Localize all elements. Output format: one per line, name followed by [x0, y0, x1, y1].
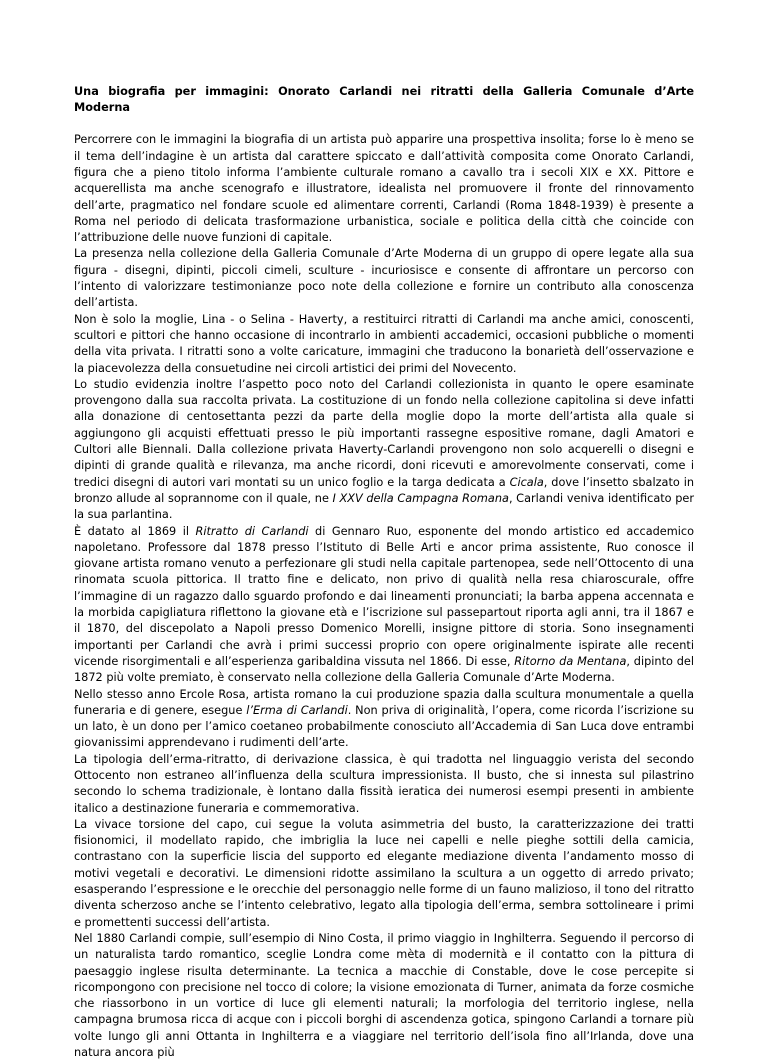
paragraph: [74, 132, 694, 246]
paragraph-text: La presenza nella collezione della Galleria Comunale d’Arte Moderna di un gruppo di opere legate alla sua figura - disegni, dipinti, piccoli cimeli, sculture - incuriosisce e consente di affrontare un percorso con l’intento di valorizzare testimonianze poco note della collezione e fornire un contributo alla conoscenza dell’artista.: [74, 247, 694, 310]
italic-title-text: Ritratto di Carlandi: [195, 524, 309, 538]
paragraph: [74, 246, 694, 311]
italic-title-text: Cicala: [509, 475, 544, 489]
paragraph-text: di Gennaro Ruo, esponente del mondo artistico ed accademico napoletano. Professore dal 1878 presso l’Istituto di Belle Arti e ancor prima assistente, Ruo conosce il giovane artista romano venuto a perfezionare gli studi nella capitale partenopea, sede nell’Ottocento di una rinomata scuola pittorica. Il tratto fine e delicato, non privo di qualità nella resa chiaroscurale, offre l’immagine di un ragazzo dallo sguardo profondo e dai lineamenti pronunciati; la barba appena accennata e la morbida capigliatura riflettono la giovane età e l’iscrizione sul passepartout riporta agli anni, tra il 1867 e il 1870, del discepolato a Napoli presso Domenico Morelli, insigne pittore di storia. Sono insegnamenti importanti per Carlandi che avrà i primi successi proprio con opere originalmente ispirate alle recenti vicende risorgimentali e all’esperienza garibaldina vissuta nel 1866. Di esse,: [74, 524, 695, 668]
paragraph: [74, 312, 694, 377]
paragraph-text: Percorrere con le immagini la biografia di un artista può apparire una prospettiva insolita; forse lo è meno se il tema dell’indagine è un artista dal carattere spiccato e dall’attività composita come Onorato Carlandi, figura che a pieno titolo informa l’ambiente culturale romano a cavallo tra i secoli XIX e XX. Pittore e acquerellista ma anche scenografo e illustratore, idealista nel promuovere il fronte del rinnovamento dell’arte, pragmatico nel fondare scuole ed alimentare correnti, Carlandi (Roma 1848-1939) è presente a Roma nel periodo di delicata trasformazione urbanistica, sociale e politica della città che coincide con l’attribuzione delle nuove funzioni di capitale.: [74, 133, 694, 245]
paragraph-text: Nel 1880 Carlandi compie, sull’esempio di Nino Costa, il primo viaggio in Inghilterra. Seguendo il percorso di un naturalista tardo romantico, sceglie Londra come mèta di modernità e il contatto con la pittura di paesaggio inglese risulta determinante. La tecnica a macchie di Constable, dove le cose percepite si ricompongono con precisione nel tocco di colore; la visione emozionata di Turner, animata da forze cosmiche che riassorbono in un vortice di luce gli elementi naturali; la morfologia del territorio inglese, nella campagna brumosa ricca di acque con i piccoli borghi di ascendenza gotica, spingono Carlandi a tornare più volte lungo gli anni Ottanta in Inghilterra e a viaggiare nel territorio dell’isola fino all’Irlanda, dove una natura ancora più: [74, 931, 694, 1060]
paragraph-text: Nello stesso anno Ercole Rosa, artista romano la cui produzione spazia dalla scultura monumentale a quella funeraria e di genere, esegue: [74, 687, 694, 717]
paragraph: [74, 524, 694, 687]
italic-title-text: I XXV della Campagna Romana: [332, 491, 509, 505]
paragraph-text: Lo studio evidenzia inoltre l’aspetto poco noto del Carlandi collezionista in quanto le opere esaminate provengono dalla sua raccolta privata. La costituzione di un fondo nella collezione capitolina si deve infatti alla donazione di centosettanta pezzi da parte della moglie dopo la morte dell’artista alla quale si aggiungono gli acquisti effettuati presso le più importanti rassegne espositive romane, dagli Amatori e Cultori alle Biennali. Dalla collezione privata Haverty-Carlandi provengono non solo acquerelli o disegni e dipinti di grande qualità e rilevanza, ma anche ricordi, doni ricevuti e amorevolmente conservati, come i tredici disegni di autori vari montati su un unico foglio e la targa dedicata a: [74, 377, 694, 489]
paragraph: [74, 752, 694, 817]
paragraph-text: , dove l’insetto sbalzato in bronzo allude al soprannome con il quale, ne: [74, 475, 694, 505]
paragraph-text: , dipinto del 1872 più volte premiato, è conservato nella collezione della Galleria Comunale d’Arte Moderna.: [74, 654, 694, 685]
paragraph-text: La tipologia dell’erma-ritratto, di derivazione classica, è qui tradotta nel linguaggio verista del secondo Ottocento non estraneo all’influenza della scultura impressionista. Il busto, che si innesta sul pilastrino secondo lo schema tradizionale, è lontano dalla fissità ieratica dei numerosi esempi presenti in ambiente italico a destinazione funeraria e commemorativa.: [74, 752, 694, 815]
paragraph-text: La vivace torsione del capo, cui segue la voluta asimmetria del busto, la caratterizzazione dei tratti fisionomici, il modellato rapido, che imbriglia la luce nei capelli e nelle pieghe sottili della camicia, contrastano con la superficie liscia del supporto ed elegante mediazione diventa l’andamento mosso di motivi vegetali e decorativi. Le dimensioni ridotte assimilano la scultura a un oggetto di arredo privato; esasperando l’espressione e le orecchie del personaggio nelle forme di un fauno malizioso, il tono del ritratto diventa scherzoso anche se l’intento celebrativo, legato alla tipologia dell’erma, sembra sottolineare i primi e promettenti successi dell’artista.: [74, 817, 694, 929]
paragraph-text: Non è solo la moglie, Lina - o Selina - Haverty, a restituirci ritratti di Carlandi ma anche amici, conoscenti, scultori e pittori che hanno occasione di incontrarlo in ambienti accademici, occasioni pubbliche o momenti della vita privata. I ritratti sono a volte caricature, immagini che traducono la bonarietà dell’osservazione e la piacevolezza della consuetudine nei circoli artistici dei primi del Novecento.: [74, 312, 694, 375]
paragraph: [74, 687, 694, 752]
paragraph-text: . Non priva di originalità, l’opera, come ricorda l’iscrizione su un lato, è un dono per l’amico coetaneo probabilmente conosciuto all’Accademia di San Luca dove entrambi giovanissimi apprendevano i rudimenti dell’arte.: [74, 703, 694, 750]
document-body: [74, 132, 694, 1061]
paragraph-text: È datato al 1869 il: [74, 524, 196, 538]
italic-title-text: Ritorno da Mentana: [514, 654, 627, 668]
italic-title-text: l’Erma di Carlandi: [246, 703, 348, 717]
paragraph: [74, 817, 694, 931]
paragraph: [74, 931, 694, 1061]
document-title: Una biografia per immagini: Onorato Carlandi nei ritratti della Galleria Comunale d’Arte Moderna: [74, 85, 694, 115]
paragraph: [74, 377, 694, 524]
paragraph-text: , Carlandi veniva identificato per la sua parlantina.: [74, 491, 694, 522]
